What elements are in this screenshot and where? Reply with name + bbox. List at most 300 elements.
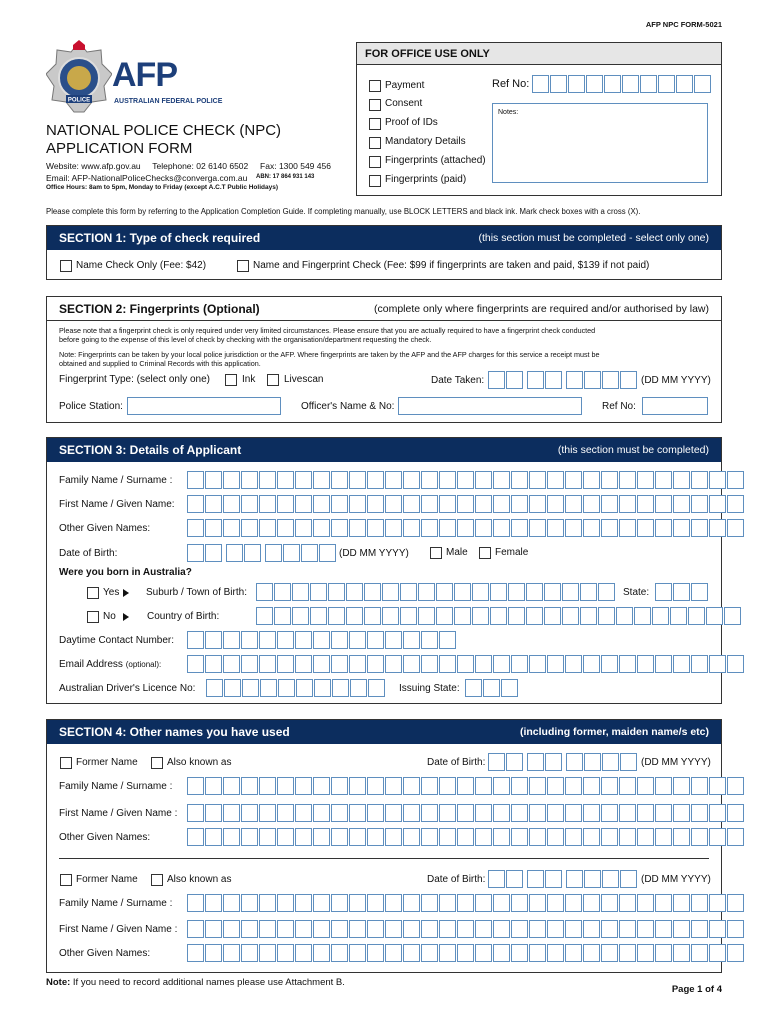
char-cell[interactable] (619, 495, 636, 513)
char-cell[interactable] (439, 944, 456, 962)
char-cell[interactable] (277, 777, 294, 795)
char-cell[interactable] (367, 944, 384, 962)
char-cell[interactable] (241, 655, 258, 673)
char-cell[interactable] (439, 519, 456, 537)
char-cell[interactable] (241, 519, 258, 537)
char-cell[interactable] (709, 894, 726, 912)
char-cell[interactable] (493, 471, 510, 489)
office-notes-box[interactable] (492, 103, 708, 183)
char-cell[interactable] (385, 804, 402, 822)
char-cell[interactable] (223, 631, 240, 649)
char-cell[interactable] (277, 920, 294, 938)
char-cell[interactable] (493, 495, 510, 513)
char-cell[interactable] (241, 471, 258, 489)
char-cell[interactable] (727, 519, 744, 537)
char-cell[interactable] (403, 519, 420, 537)
char-cell[interactable] (727, 471, 744, 489)
char-cell[interactable] (310, 583, 327, 601)
char-cell[interactable] (529, 777, 546, 795)
char-cell[interactable] (691, 519, 708, 537)
other-first-input-1[interactable] (187, 804, 745, 822)
other-first-input-2[interactable] (187, 920, 745, 938)
char-cell[interactable] (493, 777, 510, 795)
char-cell[interactable] (619, 777, 636, 795)
char-cell[interactable] (403, 894, 420, 912)
char-cell[interactable] (691, 828, 708, 846)
char-cell[interactable] (511, 944, 528, 962)
char-cell[interactable] (475, 944, 492, 962)
char-cell[interactable] (545, 870, 562, 888)
char-cell[interactable] (313, 655, 330, 673)
char-cell[interactable] (313, 828, 330, 846)
char-cell[interactable] (604, 75, 621, 93)
char-cell[interactable] (566, 753, 583, 771)
char-cell[interactable] (547, 894, 564, 912)
char-cell[interactable] (547, 944, 564, 962)
char-cell[interactable] (529, 804, 546, 822)
char-cell[interactable] (673, 471, 690, 489)
char-cell[interactable] (367, 828, 384, 846)
char-cell[interactable] (349, 804, 366, 822)
char-cell[interactable] (691, 804, 708, 822)
char-cell[interactable] (727, 894, 744, 912)
char-cell[interactable] (619, 920, 636, 938)
char-cell[interactable] (727, 655, 744, 673)
char-cell[interactable] (187, 544, 204, 562)
char-cell[interactable] (457, 828, 474, 846)
char-cell[interactable] (295, 920, 312, 938)
char-cell[interactable] (488, 870, 505, 888)
char-cell[interactable] (565, 495, 582, 513)
char-cell[interactable] (620, 753, 637, 771)
char-cell[interactable] (421, 631, 438, 649)
char-cell[interactable] (620, 870, 637, 888)
char-cell[interactable] (547, 655, 564, 673)
char-cell[interactable] (278, 679, 295, 697)
char-cell[interactable] (691, 777, 708, 795)
char-cell[interactable] (475, 920, 492, 938)
char-cell[interactable] (673, 894, 690, 912)
char-cell[interactable] (544, 607, 561, 625)
char-cell[interactable] (655, 804, 672, 822)
char-cell[interactable] (313, 471, 330, 489)
char-cell[interactable] (313, 777, 330, 795)
char-cell[interactable] (364, 583, 381, 601)
char-cell[interactable] (346, 607, 363, 625)
char-cell[interactable] (259, 920, 276, 938)
char-cell[interactable] (259, 944, 276, 962)
char-cell[interactable] (259, 804, 276, 822)
char-cell[interactable] (465, 679, 482, 697)
char-cell[interactable] (493, 804, 510, 822)
char-cell[interactable] (403, 655, 420, 673)
char-cell[interactable] (565, 471, 582, 489)
char-cell[interactable] (493, 519, 510, 537)
char-cell[interactable] (349, 777, 366, 795)
char-cell[interactable] (205, 777, 222, 795)
char-cell[interactable] (205, 495, 222, 513)
char-cell[interactable] (673, 920, 690, 938)
char-cell[interactable] (403, 944, 420, 962)
char-cell[interactable] (223, 471, 240, 489)
born-yes-checkbox[interactable] (87, 587, 99, 599)
char-cell[interactable] (367, 471, 384, 489)
char-cell[interactable] (187, 655, 204, 673)
char-cell[interactable] (709, 655, 726, 673)
char-cell[interactable] (385, 519, 402, 537)
char-cell[interactable] (313, 920, 330, 938)
char-cell[interactable] (655, 920, 672, 938)
char-cell[interactable] (655, 828, 672, 846)
char-cell[interactable] (421, 655, 438, 673)
char-cell[interactable] (241, 495, 258, 513)
char-cell[interactable] (583, 894, 600, 912)
char-cell[interactable] (457, 804, 474, 822)
char-cell[interactable] (292, 607, 309, 625)
char-cell[interactable] (265, 544, 282, 562)
char-cell[interactable] (367, 495, 384, 513)
char-cell[interactable] (223, 944, 240, 962)
char-cell[interactable] (439, 655, 456, 673)
date-taken-month[interactable] (527, 371, 563, 389)
char-cell[interactable] (490, 583, 507, 601)
char-cell[interactable] (277, 894, 294, 912)
char-cell[interactable] (367, 894, 384, 912)
char-cell[interactable] (620, 371, 637, 389)
char-cell[interactable] (511, 777, 528, 795)
char-cell[interactable] (313, 894, 330, 912)
char-cell[interactable] (490, 607, 507, 625)
char-cell[interactable] (205, 544, 222, 562)
char-cell[interactable] (301, 544, 318, 562)
char-cell[interactable] (673, 804, 690, 822)
char-cell[interactable] (619, 944, 636, 962)
char-cell[interactable] (724, 607, 741, 625)
char-cell[interactable] (313, 495, 330, 513)
char-cell[interactable] (655, 583, 672, 601)
char-cell[interactable] (688, 607, 705, 625)
livescan-checkbox[interactable] (267, 374, 279, 386)
char-cell[interactable] (187, 828, 204, 846)
char-cell[interactable] (367, 519, 384, 537)
char-cell[interactable] (313, 804, 330, 822)
char-cell[interactable] (259, 631, 276, 649)
char-cell[interactable] (331, 920, 348, 938)
aka-checkbox-2[interactable] (151, 874, 163, 886)
char-cell[interactable] (385, 471, 402, 489)
char-cell[interactable] (602, 753, 619, 771)
char-cell[interactable] (694, 75, 711, 93)
char-cell[interactable] (637, 804, 654, 822)
char-cell[interactable] (454, 607, 471, 625)
char-cell[interactable] (457, 495, 474, 513)
char-cell[interactable] (529, 519, 546, 537)
char-cell[interactable] (205, 631, 222, 649)
char-cell[interactable] (277, 828, 294, 846)
char-cell[interactable] (619, 519, 636, 537)
char-cell[interactable] (493, 920, 510, 938)
char-cell[interactable] (421, 804, 438, 822)
char-cell[interactable] (583, 495, 600, 513)
char-cell[interactable] (295, 804, 312, 822)
char-cell[interactable] (511, 828, 528, 846)
char-cell[interactable] (691, 583, 708, 601)
officer-input[interactable] (398, 397, 582, 415)
char-cell[interactable] (259, 519, 276, 537)
char-cell[interactable] (475, 495, 492, 513)
char-cell[interactable] (418, 607, 435, 625)
char-cell[interactable] (475, 828, 492, 846)
other-names-input[interactable] (187, 519, 745, 537)
char-cell[interactable] (601, 495, 618, 513)
char-cell[interactable] (418, 583, 435, 601)
char-cell[interactable] (205, 804, 222, 822)
char-cell[interactable] (601, 471, 618, 489)
char-cell[interactable] (421, 471, 438, 489)
char-cell[interactable] (475, 655, 492, 673)
char-cell[interactable] (241, 631, 258, 649)
other-dob-month-2[interactable] (527, 870, 563, 888)
licence-input[interactable] (206, 679, 386, 697)
char-cell[interactable] (565, 519, 582, 537)
char-cell[interactable] (277, 944, 294, 962)
char-cell[interactable] (259, 894, 276, 912)
char-cell[interactable] (223, 777, 240, 795)
char-cell[interactable] (224, 679, 241, 697)
phone-input[interactable] (187, 631, 457, 649)
other-given-input-2[interactable] (187, 944, 745, 962)
fingerprints-attached-checkbox[interactable] (369, 156, 381, 168)
female-checkbox[interactable] (479, 547, 491, 559)
char-cell[interactable] (475, 471, 492, 489)
name-check-checkbox[interactable] (60, 260, 72, 272)
char-cell[interactable] (295, 631, 312, 649)
char-cell[interactable] (488, 753, 505, 771)
char-cell[interactable] (475, 519, 492, 537)
char-cell[interactable] (601, 519, 618, 537)
char-cell[interactable] (421, 920, 438, 938)
char-cell[interactable] (658, 75, 675, 93)
char-cell[interactable] (205, 944, 222, 962)
char-cell[interactable] (349, 944, 366, 962)
char-cell[interactable] (619, 471, 636, 489)
char-cell[interactable] (673, 519, 690, 537)
char-cell[interactable] (673, 583, 690, 601)
char-cell[interactable] (634, 607, 651, 625)
char-cell[interactable] (223, 894, 240, 912)
char-cell[interactable] (403, 804, 420, 822)
char-cell[interactable] (241, 894, 258, 912)
char-cell[interactable] (493, 944, 510, 962)
char-cell[interactable] (506, 371, 523, 389)
char-cell[interactable] (385, 944, 402, 962)
proof-of-ids-checkbox[interactable] (369, 118, 381, 130)
char-cell[interactable] (616, 607, 633, 625)
dob-month[interactable] (226, 544, 262, 562)
char-cell[interactable] (349, 471, 366, 489)
char-cell[interactable] (511, 471, 528, 489)
char-cell[interactable] (727, 920, 744, 938)
char-cell[interactable] (385, 894, 402, 912)
char-cell[interactable] (583, 920, 600, 938)
char-cell[interactable] (439, 631, 456, 649)
char-cell[interactable] (565, 777, 582, 795)
char-cell[interactable] (709, 495, 726, 513)
char-cell[interactable] (602, 371, 619, 389)
char-cell[interactable] (368, 679, 385, 697)
char-cell[interactable] (403, 471, 420, 489)
char-cell[interactable] (709, 944, 726, 962)
char-cell[interactable] (314, 679, 331, 697)
char-cell[interactable] (349, 631, 366, 649)
char-cell[interactable] (727, 777, 744, 795)
char-cell[interactable] (601, 828, 618, 846)
char-cell[interactable] (296, 679, 313, 697)
family-name-input[interactable] (187, 471, 745, 489)
first-name-input[interactable] (187, 495, 745, 513)
char-cell[interactable] (382, 607, 399, 625)
char-cell[interactable] (223, 519, 240, 537)
char-cell[interactable] (583, 828, 600, 846)
char-cell[interactable] (601, 944, 618, 962)
char-cell[interactable] (259, 777, 276, 795)
char-cell[interactable] (187, 631, 204, 649)
char-cell[interactable] (619, 804, 636, 822)
char-cell[interactable] (565, 944, 582, 962)
char-cell[interactable] (349, 519, 366, 537)
char-cell[interactable] (457, 944, 474, 962)
char-cell[interactable] (403, 828, 420, 846)
suburb-input[interactable] (256, 583, 616, 601)
char-cell[interactable] (241, 804, 258, 822)
char-cell[interactable] (529, 495, 546, 513)
born-no-checkbox[interactable] (87, 611, 99, 623)
char-cell[interactable] (529, 828, 546, 846)
char-cell[interactable] (328, 583, 345, 601)
char-cell[interactable] (586, 75, 603, 93)
char-cell[interactable] (349, 828, 366, 846)
char-cell[interactable] (526, 583, 543, 601)
char-cell[interactable] (277, 804, 294, 822)
char-cell[interactable] (709, 804, 726, 822)
char-cell[interactable] (223, 655, 240, 673)
char-cell[interactable] (655, 894, 672, 912)
char-cell[interactable] (292, 583, 309, 601)
char-cell[interactable] (454, 583, 471, 601)
char-cell[interactable] (283, 544, 300, 562)
char-cell[interactable] (673, 655, 690, 673)
char-cell[interactable] (295, 894, 312, 912)
char-cell[interactable] (601, 804, 618, 822)
char-cell[interactable] (529, 471, 546, 489)
char-cell[interactable] (457, 894, 474, 912)
char-cell[interactable] (403, 631, 420, 649)
char-cell[interactable] (259, 495, 276, 513)
char-cell[interactable] (583, 519, 600, 537)
char-cell[interactable] (493, 655, 510, 673)
char-cell[interactable] (187, 920, 204, 938)
char-cell[interactable] (566, 870, 583, 888)
char-cell[interactable] (421, 944, 438, 962)
char-cell[interactable] (277, 655, 294, 673)
char-cell[interactable] (506, 753, 523, 771)
char-cell[interactable] (655, 495, 672, 513)
country-input[interactable] (256, 607, 742, 625)
char-cell[interactable] (637, 920, 654, 938)
char-cell[interactable] (709, 777, 726, 795)
char-cell[interactable] (709, 920, 726, 938)
char-cell[interactable] (691, 471, 708, 489)
char-cell[interactable] (622, 75, 639, 93)
aka-checkbox-1[interactable] (151, 757, 163, 769)
char-cell[interactable] (349, 920, 366, 938)
char-cell[interactable] (547, 519, 564, 537)
char-cell[interactable] (655, 471, 672, 489)
char-cell[interactable] (526, 607, 543, 625)
ink-checkbox[interactable] (225, 374, 237, 386)
char-cell[interactable] (583, 655, 600, 673)
char-cell[interactable] (205, 920, 222, 938)
char-cell[interactable] (483, 679, 500, 697)
char-cell[interactable] (598, 607, 615, 625)
char-cell[interactable] (547, 920, 564, 938)
char-cell[interactable] (568, 75, 585, 93)
char-cell[interactable] (673, 777, 690, 795)
char-cell[interactable] (493, 828, 510, 846)
other-family-input-1[interactable] (187, 777, 745, 795)
office-ref-input[interactable] (532, 75, 712, 93)
char-cell[interactable] (640, 75, 657, 93)
char-cell[interactable] (223, 804, 240, 822)
char-cell[interactable] (637, 944, 654, 962)
former-name-checkbox-2[interactable] (60, 874, 72, 886)
char-cell[interactable] (457, 777, 474, 795)
char-cell[interactable] (691, 655, 708, 673)
char-cell[interactable] (619, 828, 636, 846)
char-cell[interactable] (331, 631, 348, 649)
other-dob-year-2[interactable] (566, 870, 638, 888)
char-cell[interactable] (295, 655, 312, 673)
char-cell[interactable] (457, 920, 474, 938)
char-cell[interactable] (241, 828, 258, 846)
char-cell[interactable] (511, 519, 528, 537)
char-cell[interactable] (562, 607, 579, 625)
char-cell[interactable] (205, 471, 222, 489)
char-cell[interactable] (403, 777, 420, 795)
char-cell[interactable] (637, 894, 654, 912)
char-cell[interactable] (637, 777, 654, 795)
char-cell[interactable] (295, 471, 312, 489)
issuing-state-input[interactable] (465, 679, 519, 697)
char-cell[interactable] (655, 655, 672, 673)
char-cell[interactable] (598, 583, 615, 601)
char-cell[interactable] (385, 655, 402, 673)
char-cell[interactable] (532, 75, 549, 93)
char-cell[interactable] (187, 495, 204, 513)
char-cell[interactable] (472, 583, 489, 601)
char-cell[interactable] (637, 828, 654, 846)
char-cell[interactable] (331, 804, 348, 822)
char-cell[interactable] (511, 804, 528, 822)
char-cell[interactable] (187, 519, 204, 537)
char-cell[interactable] (187, 894, 204, 912)
char-cell[interactable] (583, 944, 600, 962)
char-cell[interactable] (421, 495, 438, 513)
char-cell[interactable] (506, 870, 523, 888)
char-cell[interactable] (313, 631, 330, 649)
char-cell[interactable] (544, 583, 561, 601)
char-cell[interactable] (547, 828, 564, 846)
